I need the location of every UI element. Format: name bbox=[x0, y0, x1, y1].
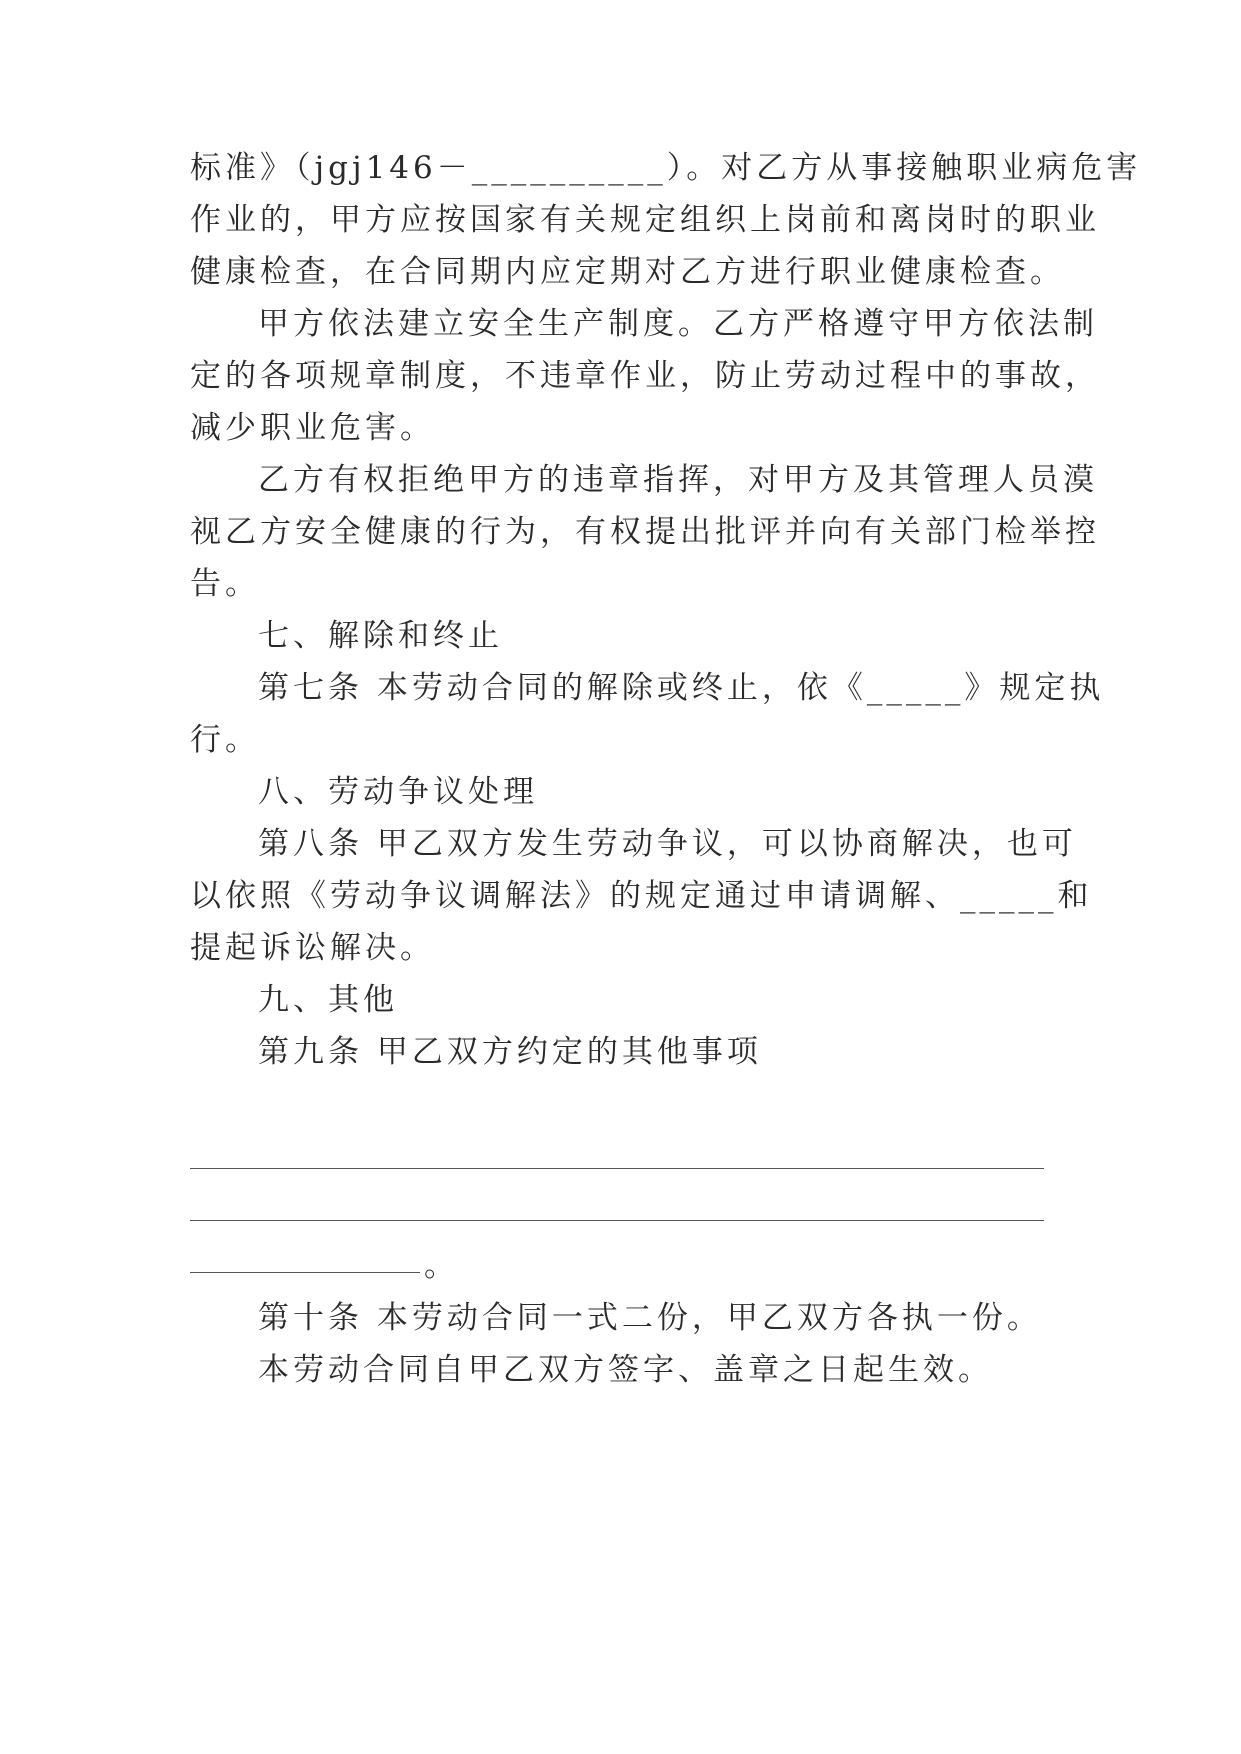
paragraph-line: 乙方有权拒绝甲方的违章指挥，对甲方及其管理人员漠 bbox=[258, 462, 1098, 498]
paragraph-line: 健康检查，在合同期内应定期对乙方进行职业健康检查。 bbox=[190, 254, 1065, 290]
paragraph-line: 第十条 本劳动合同一式二份，甲乙双方各执一份。 bbox=[258, 1300, 1042, 1336]
paragraph-line: 。 bbox=[424, 1248, 459, 1284]
paragraph-line: 标准》（jgj146－__________）。对乙方从事接触职业病危害 bbox=[190, 150, 1142, 186]
paragraph-line: 第九条 甲乙双方约定的其他事项 bbox=[258, 1034, 762, 1070]
paragraph-line: 甲方依法建立安全生产制度。乙方严格遵守甲方依法制 bbox=[258, 306, 1098, 342]
paragraph-line: 减少职业危害。 bbox=[190, 410, 435, 446]
blank-fill-line bbox=[190, 1168, 1044, 1169]
blank-fill-line bbox=[190, 1272, 420, 1273]
paragraph-line: 作业的，甲方应按国家有关规定组织上岗前和离岗时的职业 bbox=[190, 202, 1100, 238]
section-heading: 九、其他 bbox=[258, 982, 398, 1018]
paragraph-line: 定的各项规章制度，不违章作业，防止劳动过程中的事故， bbox=[190, 358, 1100, 394]
section-heading: 七、解除和终止 bbox=[258, 618, 503, 654]
paragraph-line: 行。 bbox=[190, 722, 260, 758]
paragraph-line: 视乙方安全健康的行为，有权提出批评并向有关部门检举控 bbox=[190, 514, 1100, 550]
section-heading: 八、劳动争议处理 bbox=[258, 774, 538, 810]
blank-fill-line bbox=[190, 1220, 1044, 1221]
paragraph-line: 以依照《劳动争议调解法》的规定通过申请调解、_____和 bbox=[190, 878, 1093, 914]
paragraph-line: 第八条 甲乙双方发生劳动争议，可以协商解决，也可 bbox=[258, 826, 1077, 862]
paragraph-line: 第七条 本劳动合同的解除或终止，依《_____》规定执 bbox=[258, 670, 1105, 706]
paragraph-line: 告。 bbox=[190, 566, 260, 602]
paragraph-line: 提起诉讼解决。 bbox=[190, 930, 435, 966]
paragraph-line: 本劳动合同自甲乙双方签字、盖章之日起生效。 bbox=[258, 1352, 993, 1388]
